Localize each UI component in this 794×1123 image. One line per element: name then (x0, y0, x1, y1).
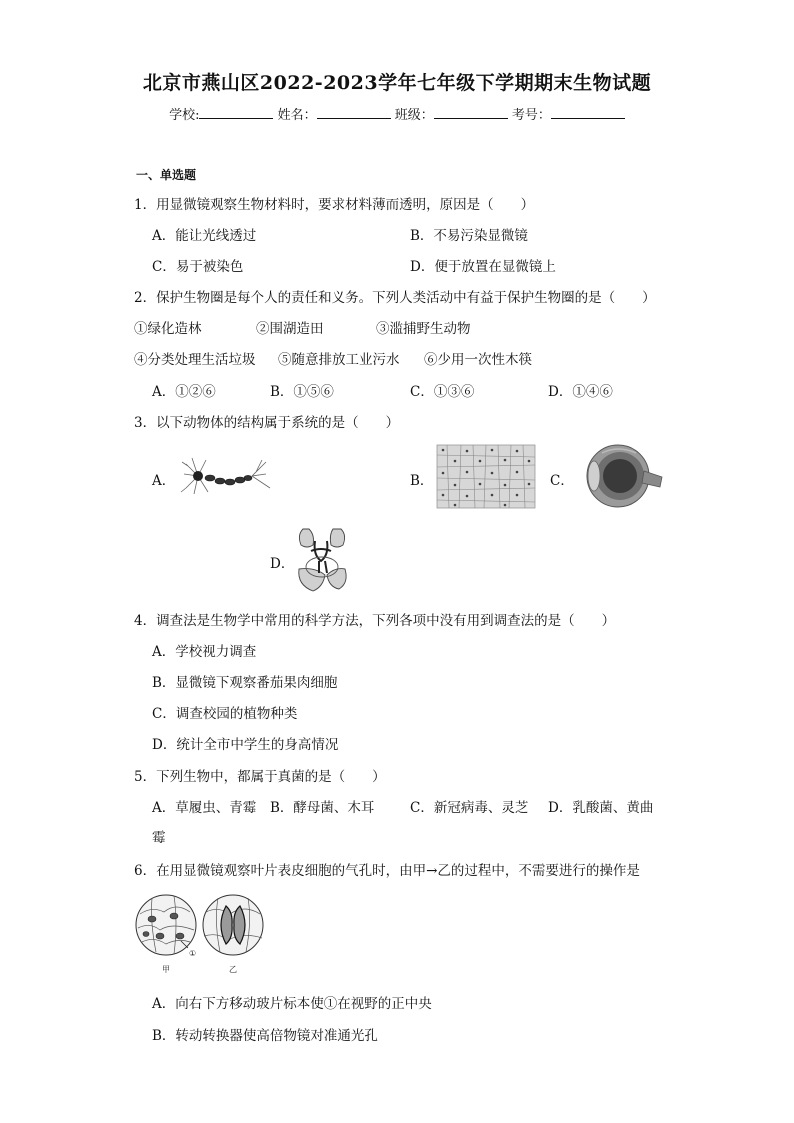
q3-option-b: B． (410, 473, 434, 489)
q4-option-a: A．学校视力调查 (152, 644, 257, 660)
page-title: 北京市燕山区2022-2023学年七年级下学期期末生物试题 (142, 72, 652, 94)
neuron-image (180, 452, 272, 498)
q3-option-a: A． (152, 473, 176, 489)
yi-label: 乙 (229, 965, 237, 974)
school-blank (199, 106, 273, 119)
q2-item-6: ⑥少用一次性木筷 (424, 352, 532, 368)
q1-option-d: D．便于放置在显微镜上 (410, 259, 556, 275)
student-info-line (0, 104, 794, 123)
q1-option-a: A．能让光线透过 (152, 228, 257, 244)
q4-option-c: C．调查校园的植物种类 (152, 706, 298, 722)
q1-option-c: C．易于被染色 (152, 259, 244, 275)
q2-item-3: ③滥捕野生动物 (376, 321, 471, 337)
q5-option-d: D．乳酸菌、黄曲 (548, 800, 654, 816)
q4-option-b: B．显微镜下观察番茄果肉细胞 (152, 675, 338, 691)
tissue-image (437, 445, 535, 508)
q2-option-c: C．①③⑥ (410, 384, 475, 400)
name-blank (317, 106, 391, 119)
section-heading: 一、单选题 (136, 168, 197, 182)
q5-option-d-continued: 霉 (152, 830, 166, 846)
eye-image (582, 441, 664, 511)
q2-item-1: ①绿化造林 (134, 321, 202, 337)
q3-stem: 3．以下动物体的结构属于系统的是（ ） (134, 415, 400, 431)
q2-option-b: B．①⑤⑥ (270, 384, 334, 400)
q6-stem: 6．在用显微镜观察叶片表皮细胞的气孔时，由甲→乙的过程中，不需要进行的操作是 (134, 863, 640, 879)
q2-item-5: ⑤随意排放工业污水 (278, 352, 400, 368)
stomata-microscope-image (134, 892, 270, 978)
jia-label: 甲 (162, 965, 170, 974)
q2-item-2: ②围湖造田 (256, 321, 324, 337)
number-label: 考号： (511, 108, 551, 123)
q6-option-a: A．向右下方移动玻片标本使①在视野的正中央 (152, 996, 432, 1012)
class-label: 班级： (394, 108, 434, 123)
q2-stem: 2．保护生物圈是每个人的责任和义务。下列人类活动中有益于保护生物圈的是（ ） (134, 290, 656, 306)
school-label: 学校: (169, 108, 200, 123)
q5-option-b: B．酵母菌、木耳 (270, 800, 375, 816)
q5-option-c: C．新冠病毒、灵芝 (410, 800, 529, 816)
q3-option-c: C． (550, 473, 574, 489)
q5-stem: 5．下列生物中，都属于真菌的是（ ） (134, 769, 386, 785)
q3-option-d: D． (270, 556, 295, 572)
q4-stem: 4．调查法是生物学中常用的科学方法，下列各项中没有用到调查法的是（ ） (134, 613, 616, 629)
q1-stem: 1．用显微镜观察生物材料时，要求材料薄而透明，原因是（ ） (134, 197, 535, 213)
q6-option-b: B．转动转换器使高倍物镜对准通光孔 (152, 1028, 378, 1044)
q5-option-a: A．草履虫、青霉 (152, 800, 257, 816)
q4-option-d: D．统计全市中学生的身高情况 (152, 737, 339, 753)
name-label: 姓名： (277, 108, 317, 123)
heart-image (293, 525, 351, 593)
class-blank (434, 106, 508, 119)
q2-option-d: D．①④⑥ (548, 384, 613, 400)
q1-option-b: B．不易污染显微镜 (410, 228, 528, 244)
circle-one-label: ① (189, 949, 197, 958)
q2-option-a: A．①②⑥ (152, 384, 216, 400)
number-blank (551, 106, 625, 119)
q2-item-4: ④分类处理生活垃圾 (134, 352, 256, 368)
